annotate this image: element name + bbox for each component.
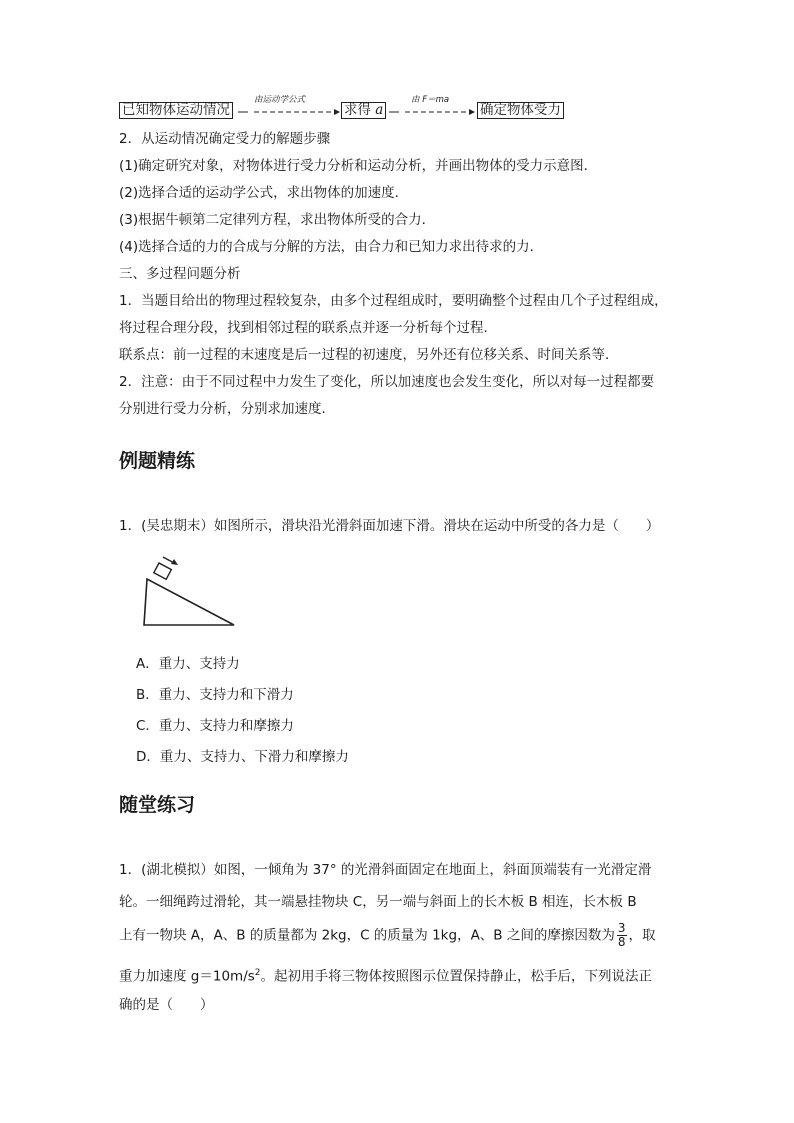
practice-line-3-tail: ，取 [628, 927, 656, 944]
step-4: (4)选择合适的力的合成与分解的方法，由合力和已知力求出待求的力． [119, 239, 544, 255]
unit-exponent: 2 [254, 968, 261, 978]
flow-box-determine-force: 确定物体受力 [477, 102, 564, 119]
solution-flow [119, 95, 679, 120]
practice-line-1: 1．(湖北模拟）如图，一倾角为 37° 的光滑斜面固定在地面上，斜面顶端装有一光滑定滑 [119, 862, 652, 878]
friction-fraction [617, 922, 627, 949]
step-1: (1)确定研究对象，对物体进行受力分析和运动分析，并画出物体的受力示意图． [119, 158, 598, 174]
practice-line-2: 轮。一细绳跨过滑轮，其一端悬挂物块 C，另一端与斜面上的长木板 B 相连，长木板 B [119, 894, 637, 910]
step-3: (3)根据牛顿第二定律列方程，求出物体所受的合力． [119, 212, 436, 228]
incline-triangle [144, 579, 234, 625]
flow-box-find-a [341, 102, 386, 119]
option-b: B．重力、支持力和下滑力 [136, 687, 294, 703]
option-d: D．重力、支持力、下滑力和摩擦力 [136, 749, 349, 765]
fraction-denominator: 8 [617, 935, 626, 949]
practice-line-3-text: 上有一物块 A，A、B 的质量都为 2kg，C 的质量为 1kg，A、B 之间的摩擦因数为 [119, 927, 615, 944]
incline-figure [138, 555, 242, 631]
flow-arrow2-icon [387, 104, 477, 118]
option-c: C．重力、支持力和摩擦力 [136, 718, 294, 734]
step-2: (2)选择合适的运动学公式，求出物体的加速度． [119, 185, 409, 201]
practice-line-5: 确的是（ ） [119, 997, 214, 1013]
practice-line-4 [119, 964, 652, 986]
flow-arrow1-label: 由运动学公式 [254, 95, 306, 105]
section3-p1-line1: 1．当题目给出的物理过程较复杂，由多个过程组成时，要明确整个过程由几个子过程组成， [119, 293, 668, 309]
motion-arrow-icon [163, 557, 178, 565]
flow-box-find-text: 求得 [344, 102, 371, 118]
flow-arrow2-label: 由 F＝ma [411, 95, 450, 105]
flow-box-known-motion: 已知物体运动情况 [119, 102, 233, 119]
example-question-1: 1．(吴忠期末）如图所示，滑块沿光滑斜面加速下滑。滑块在运动中所受的各力是（ ） [119, 518, 660, 534]
section3-p1-line2: 将过程合理分段，找到相邻过程的联系点并逐一分析每个过程． [119, 320, 497, 336]
section3-p2-line2: 分别进行受力分析，分别求加速度． [119, 401, 335, 417]
section3-link-point: 联系点：前一过程的末速度是后一过程的初速度，另外还有位移关系、时间关系等． [119, 347, 619, 363]
option-a: A．重力、支持力 [136, 656, 240, 672]
section3-title: 三、多过程问题分析 [119, 266, 241, 282]
fraction-numerator: 3 [617, 921, 626, 935]
examples-heading: 例题精练 [119, 450, 196, 472]
practice-line-4-tail: 。起初用手将三物体按照图示位置保持静止，松手后，下列说法正 [260, 968, 653, 985]
practice-line-3 [119, 922, 656, 949]
flow-box-var-a: a [375, 102, 384, 118]
practice-heading: 随堂练习 [119, 794, 196, 816]
practice-line-4-text: 重力加速度 g＝10m/s [119, 968, 255, 985]
sliding-block [154, 563, 172, 579]
steps-title: 2．从运动情况确定受力的解题步骤 [119, 131, 331, 147]
flow-arrow1-icon [236, 104, 341, 118]
section3-p2-line1: 2．注意：由于不同过程中力发生了变化，所以加速度也会发生变化，所以对每一过程都要 [119, 374, 655, 390]
